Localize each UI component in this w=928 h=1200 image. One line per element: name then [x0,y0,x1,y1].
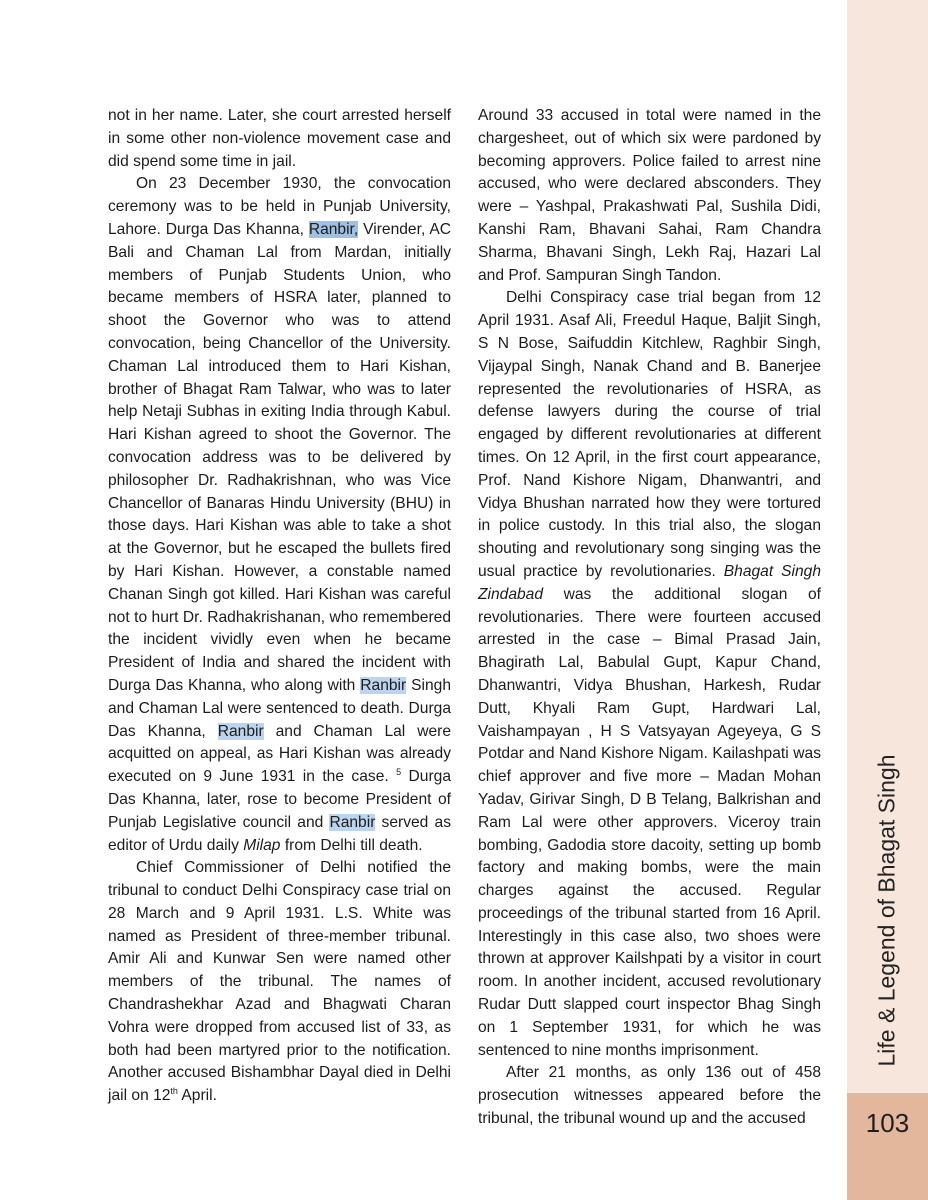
text-run: On 23 December 1930, the convocation ceremony was to be held in Punjab University, Lahore. Durga Das Khanna, [108,175,451,238]
text-run: Chief Commissioner of Delhi notified the tribunal to conduct Delhi Conspiracy case trial on 28 March and 9 April 1931. L.S. White was named as President of three-member tribunal. Amir Ali and Kunwar Sen were named other members of the tribunal. The names of Chandrashekhar Azad and Bhagwati Charan Vohra were dropped from accused list of 33, as both had been martyred prior to the notification. Another accused Bishambhar Dayal died in Delhi jail on 12 [108,859,451,1105]
paragraph: After 21 months, as only 136 out of 458 prosecution witnesses appeared before the tribunal, the tribunal wound up and the accused [478,1064,821,1128]
text-run: and Chaman Lal were acquitted on appeal, as Hari Kishan was already executed on 9 June 1931 in the case. [108,722,451,786]
ordinal-suffix: th [170,1086,178,1097]
highlighted-word[interactable]: Ranbir [329,813,376,831]
text-run: Durga Das Khanna, later, rose to become President of Punjab Legislative council and [108,768,451,831]
highlighted-word[interactable]: Ranbir [360,676,407,694]
paragraph: not in her name. Later, she court arrested herself in some other non-violence movement case and did spend some time in jail. [108,107,451,170]
highlighted-word[interactable]: Ranbir [217,722,264,740]
text-run: Singh and Chaman Lal were sentenced to death. Durga Das Khanna, [108,676,451,740]
right-column [478,105,821,1131]
text-run: April. [177,1087,217,1105]
paragraph [108,857,451,1108]
text-run: from Delhi till death. [280,836,423,854]
running-title-vertical [847,740,928,1080]
text-run: Delhi Conspiracy case trial began from 12 April 1931. Asaf Ali, Freedul Haque, Baljit Singh, S N Bose, Saifuddin Kitchlew, Raghbir Singh, Vijaypal Singh, Nanak Chand and B. Banerjee represented the revolutionaries of HSRA, as defense lawyers during the course of trial engaged by different revolutionaries at different times. On 12 April, in the first court appearance, Prof. Nand Kishore Nigam, Dhanwantri, and Vidya Bhushan narrated how they were tortured in police custody. In this trial also, the slogan shouting and revolutionary song singing was the usual practice by revolutionaries. [478,289,821,580]
paragraph [108,173,451,857]
page-number: 103 [865,1108,910,1138]
book-title: Life & Legend of Bhagat Singh [874,753,900,1067]
paragraph [478,287,821,1062]
slogan: Bhagat Singh Zindabad [478,562,821,603]
text-run: Virender, AC Bali and Chaman Lal from Mardan, initially members of Punjab Students Union, who became members of HSRA later, planned to shoot the Governor who was to attend convocation, being Chancellor of the University. Chaman Lal introduced them to Hari Kishan, brother of Bhagat Ram Talwar, who was to later help Netaji Subhas in exiting India through Kabul. Hari Kishan agreed to shoot the Governor. The convocation address was to be delivered by philosopher Dr. Radhakrishnan, who was Vice Chancellor of Banaras Hindu University (BHU) in those days. Hari Kishan was able to take a shot at the Governor, but he escaped the bullets fired by Hari Kishan. However, a constable named Chanan Singh got killed. Hari Kishan was careful not to hurt Dr. Radhakrishanan, who remembered the incident vividly even when he became President of India and shared the incident with Durga Das Khanna, who along with [108,220,451,694]
paragraph: Around 33 accused in total were named in the chargesheet, out of which six were pardoned by becoming approvers. Police failed to arrest nine accused, who were declared absconders. They were – Yashpal, Prakashwati Pal, Sushila Didi, Kanshi Ram, Bhavani Sahai, Ram Chandra Sharma, Bhavani Singh, Lekh Raj, Hazari Lal and Prof. Sampuran Singh Tandon. [478,107,821,284]
text-run: served as editor of Urdu daily [108,813,451,854]
highlighted-word[interactable]: Ranbir, [308,220,359,238]
footnote-marker[interactable]: 5 [396,766,402,777]
newspaper-name: Milap [243,836,281,854]
left-column [108,105,451,1108]
text-run: was the additional slogan of revolutionaries. There were fourteen accused arrested in the case – Bimal Prasad Jain, Bhagirath Lal, Babulal Gupt, Kapur Chand, Dhanwantri, Vidya Bhushan, Harkesh, Rudar Dutt, Khyali Ram Gupt, Hardwari Lal, Vaishampayan , H S Vatsyayan Ageyeya, G S Potdar and Nand Kishore Nigam. Kailashpati was chief approver and five more – Madan Mohan Yadav, Girivar Singh, D B Telang, Balkrishan and Ram Lal were other approvers. Viceroy train bombing, Gadodia store dacoity, setting up bomb factory and making bombs, were the main charges against the accused. Regular proceedings of the tribunal started from 16 April. Interestingly in this case also, two shoes were thrown at approver Kailshpati by a visitor in court room. In another incident, accused revolutionary Rudar Dutt slapped court inspector Bhag Singh on 1 September 1931, for which he was sentenced to nine months imprisonment. [478,585,821,1059]
